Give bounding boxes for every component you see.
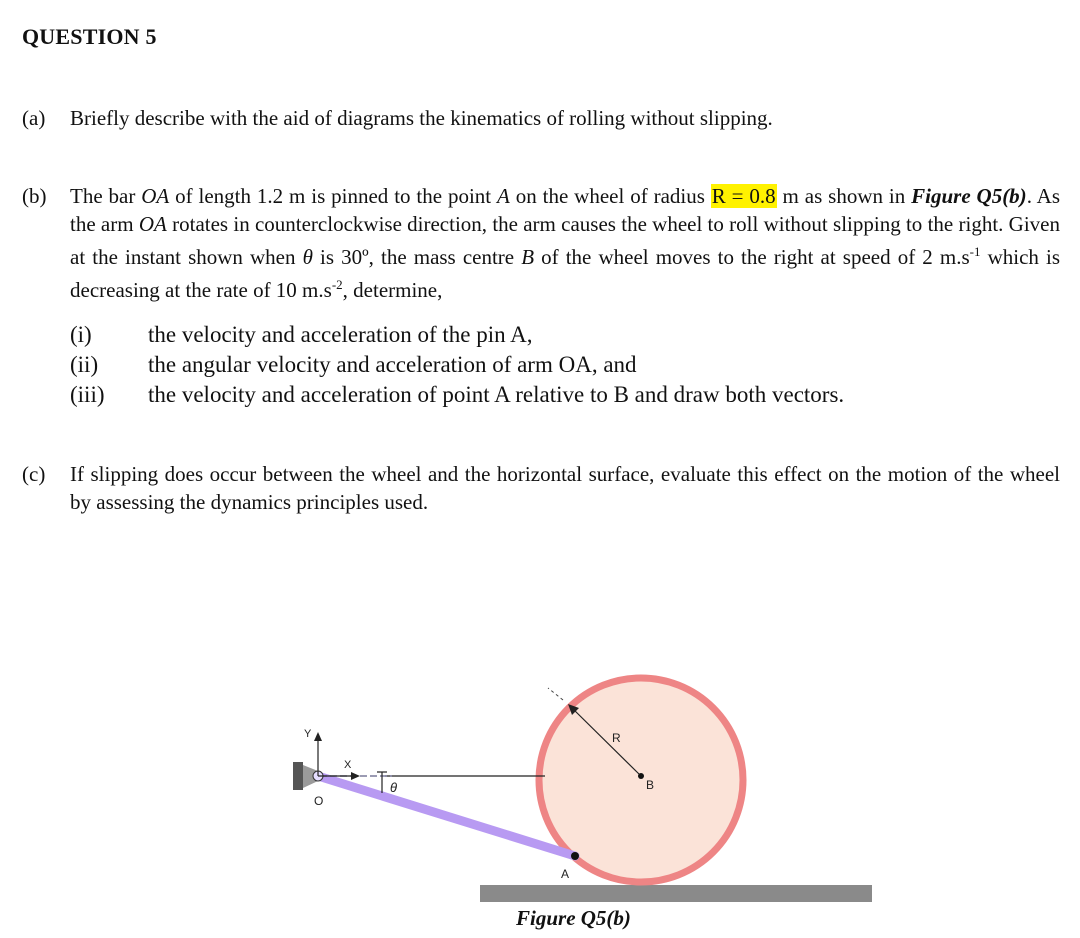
radius-label: R <box>612 731 621 745</box>
point-o-label: O <box>314 794 324 808</box>
point-b-label: B <box>646 778 655 792</box>
list-item: (i) the velocity and acceleration of the pin A, <box>70 322 533 347</box>
point-a <box>571 852 579 860</box>
ground-surface <box>480 885 872 902</box>
x-axis-label: X <box>344 759 352 771</box>
part-c-label: (c) <box>22 462 46 486</box>
part-b-text: The bar OA of length 1.2 m is pinned to the point A on the wheel of radius R = 0.8 m as shown in Figure Q5(b). As the arm OA rotates in counterclockwise direction, the arm causes the wheel to roll without slipping to the right. Given at the instant shown when θ is 30º, the mass centre B of the wheel moves to the right at speed of 2 $m.s^{-1}$ which is decreasing at the rate of 10 $m.s^{-2}$, determine, <box>70 184 1061 302</box>
x-axis-arrowhead <box>351 772 360 780</box>
part-b-label: (b) <box>22 184 47 208</box>
figure-reference: Figure Q5(b) <box>911 184 1027 208</box>
part-a-label: (a) <box>22 106 46 130</box>
radius-highlight: R = 0.8 <box>711 184 776 208</box>
radius-extension <box>548 688 563 700</box>
list-item: (ii) the angular velocity and acceleration of arm OA, and <box>70 352 637 377</box>
wall-support <box>293 762 303 790</box>
theta-label: θ <box>390 780 398 795</box>
y-axis-arrowhead <box>314 732 322 741</box>
point-b <box>638 773 644 779</box>
question-title: QUESTION 5 <box>22 24 157 49</box>
point-a-label: A <box>561 867 570 881</box>
figure-caption: Figure Q5(b) <box>516 906 631 930</box>
y-axis-label: Y <box>304 728 312 740</box>
part-c-text: If slipping does occur between the wheel and the horizontal surface, evaluate this effect on the motion of the wheel by assessing the dynamics principles used. <box>70 462 1060 514</box>
list-item: (iii) the velocity and acceleration of point A relative to B and draw both vectors. <box>70 382 845 407</box>
part-a-text: Briefly describe with the aid of diagrams the kinematics of rolling without slipping. <box>70 106 773 130</box>
